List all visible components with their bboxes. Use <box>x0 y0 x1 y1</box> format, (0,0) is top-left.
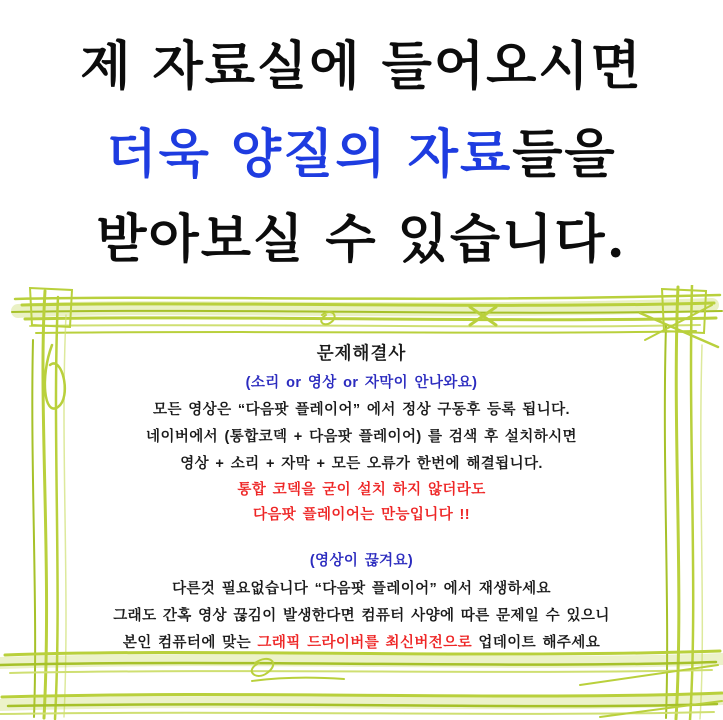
section1-warning-line-2: 다음팟 플레이어는 만능입니다 !! <box>252 507 471 523</box>
section2-line-3 <box>0 631 723 652</box>
banner-line-2-tail: 들을 <box>512 124 617 185</box>
section1-line-1: 모든 영상은 “다음팟 플레이어” 에서 정상 구동후 등록 됩니다. <box>153 402 570 418</box>
section2-line-3-highlight: 그래픽 드라이버를 최신버전으로 <box>257 635 472 651</box>
section1-warning-line-1: 통합 코덱을 굳이 설치 하지 않더라도 <box>237 482 486 498</box>
section1-line-2: 네이버에서 (통합코덱 + 다음팟 플레이어) 를 검색 후 설치하시면 <box>146 429 577 445</box>
banner-line-2 <box>0 112 723 187</box>
board-title: 문제해결사 <box>316 343 407 363</box>
section2-line-3-suffix: 업데이트 해주세요 <box>471 635 601 651</box>
banner-line-3: 받아보실 수 있습니다. <box>96 209 627 270</box>
section2-subtitle: (영상이 끊겨요) <box>309 553 414 569</box>
section1-subtitle: (소리 or 영상 or 자막이 안나와요) <box>245 375 478 391</box>
section2-line-2: 그래도 간혹 영상 끊김이 발생한다면 컴퓨터 사양에 따른 문제일 수 있으니 <box>113 608 610 624</box>
section1-line-3: 영상 + 소리 + 자막 + 모든 오류가 한번에 해결됩니다. <box>180 456 543 472</box>
banner-line-2-highlight: 더욱 양질의 자료 <box>106 124 513 185</box>
banner-line-1: 제 자료실에 들어오시면 <box>80 36 643 97</box>
section2-line-1: 다른것 필요없습니다 “다음팟 플레이어” 에서 재생하세요 <box>172 581 551 597</box>
section2-line-3-prefix: 본인 컴퓨터에 맞는 <box>122 635 258 651</box>
